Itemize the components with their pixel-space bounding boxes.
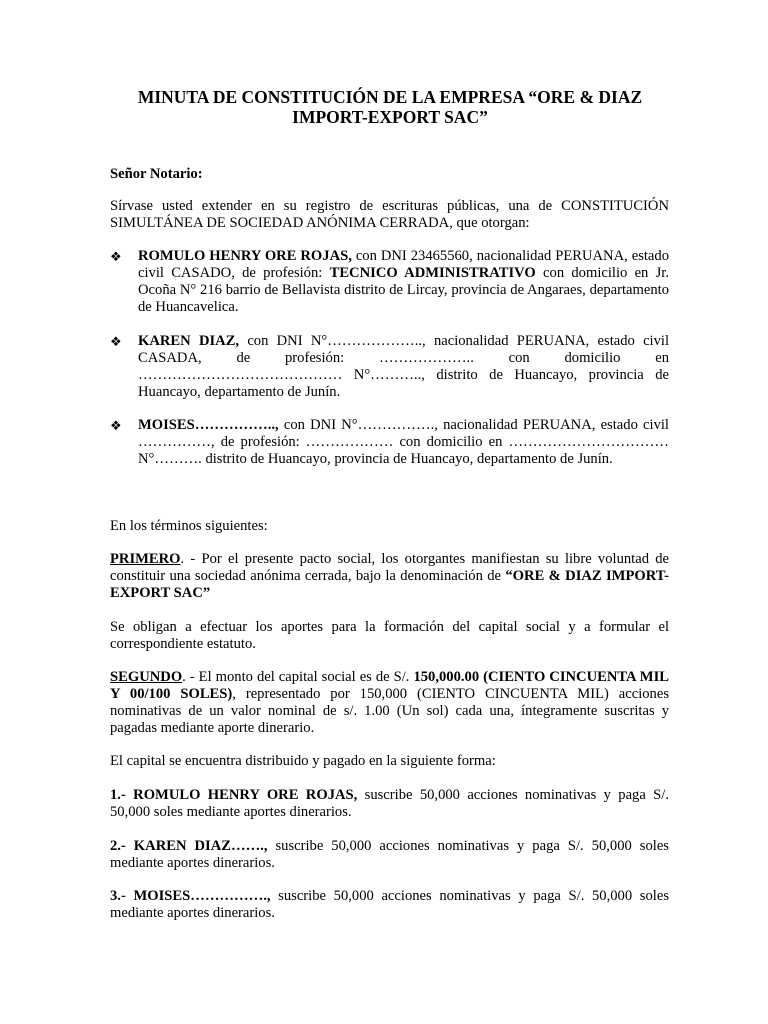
distribution-item: 2.- KAREN DIAZ……., suscribe 50,000 acciones nominativas y paga S/. 50,000 soles mediante aportes dinerarios.	[110, 838, 669, 871]
grantor-name: ROMULO HENRY ORE ROJAS,	[138, 248, 352, 264]
grantor-profession: TECNICO ADMINISTRATIVO	[329, 265, 536, 281]
distribution-item: 3.- MOISES……………., suscribe 50,000 acciones nominativas y paga S/. 50,000 soles mediante aportes dinerarios.	[110, 888, 669, 921]
grantor-name: KAREN DIAZ,	[138, 333, 240, 349]
terms-intro: En los términos siguientes:	[110, 518, 268, 534]
title-line-2: IMPORT-EXPORT SAC”	[292, 107, 488, 127]
capital-amount: 150,000.00 (CIENTO CINCUENTA MIL Y 00/100 SOLES)	[110, 669, 669, 702]
clause-segundo: SEGUNDO. - El monto del capital social es de S/. 150,000.00 (CIENTO CINCUENTA MIL Y 00/100 SOLES), representado por 150,000 (CIENTO CINCUENTA MIL) acciones nominativas de un valor nominal de s/. 1.00 (Un sol) cada una, íntegramente suscritas y pagadas mediante aporte dinerario.	[110, 669, 670, 736]
clause-label: PRIMERO	[110, 551, 181, 567]
grantor-item	[110, 248, 669, 316]
title-line-1: MINUTA DE CONSTITUCIÓN DE LA EMPRESA “ORE & DIAZ	[137, 87, 643, 107]
grantor-name: MOISES……………..,	[138, 417, 279, 433]
diamond-bullet-icon: ❖	[110, 418, 122, 433]
distribution-intro: El capital se encuentra distribuido y pagado en la siguiente forma:	[110, 753, 496, 769]
grantor-item	[110, 333, 669, 401]
salutation: Señor Notario:	[110, 166, 203, 182]
clause-primero: PRIMERO. - Por el presente pacto social, los otorgantes manifiestan su libre voluntad de constituir una sociedad anónima cerrada, bajo la denominación de “ORE & DIAZ IMPORT-EXPORT SAC”	[110, 551, 670, 601]
company-name: “ORE & DIAZ IMPORT-EXPORT SAC”	[110, 568, 670, 601]
shareholder-name: 1.- ROMULO HENRY ORE ROJAS,	[110, 787, 358, 803]
clause-label: SEGUNDO	[110, 669, 183, 685]
intro-paragraph: Sírvase usted extender en su registro de escrituras públicas, una de CONSTITUCIÓN SIMULTÁNEA DE SOCIEDAD ANÓNIMA CERRADA, que otorgan:	[110, 198, 669, 231]
diamond-bullet-icon: ❖	[110, 334, 122, 349]
distribution-item: 1.- ROMULO HENRY ORE ROJAS, suscribe 50,000 acciones nominativas y paga S/. 50,000 soles mediante aportes dinerarios.	[110, 787, 670, 820]
grantor-text: KAREN DIAZ, con DNI N°……………….., nacionalidad PERUANA, estado civil CASADA, de profesión: ……………….. con domicilio en …………………………………… N°……….., distrito de Huancayo, provincia de Huancayo, departamento de Junín.	[138, 333, 670, 400]
grantor-text: ROMULO HENRY ORE ROJAS, con DNI 23465560, nacionalidad PERUANA, estado civil CASADO, de profesión: TECNICO ADMINISTRATIVO con domicilio en Jr. Ocoña N° 216 barrio de Bellavista distrito de Lircay, provincia de Angaraes, departamento de Huancavelica.	[138, 248, 669, 315]
grantor-text: MOISES…………….., con DNI N°……………., nacionalidad PERUANA, estado civil ……………, de profesión: ……………… con domicilio en ……………………………N°………. distrito de Huancayo, provincia de Huancayo, departamento de Junín.	[138, 417, 669, 467]
document-title	[110, 87, 670, 127]
diamond-bullet-icon: ❖	[110, 249, 122, 264]
shareholder-name: 3.- MOISES…………….,	[110, 888, 271, 904]
shareholder-name: 2.- KAREN DIAZ…….,	[110, 838, 268, 854]
grantor-item	[110, 417, 669, 468]
obligation-paragraph: Se obligan a efectuar los aportes para la formación del capital social y a formular el correspondiente estatuto.	[110, 619, 669, 652]
